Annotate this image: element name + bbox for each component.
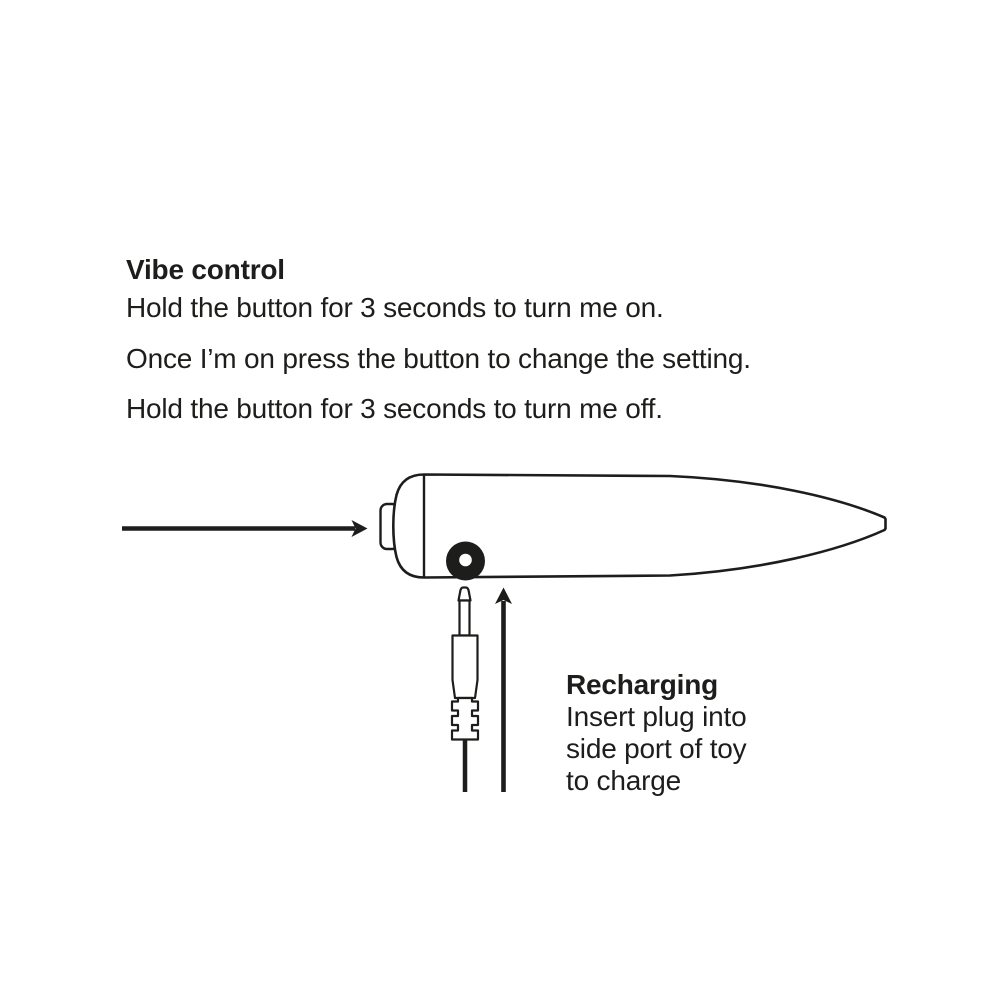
plug-strain-relief	[452, 698, 478, 740]
charging-plug-icon	[452, 588, 478, 793]
vibe-control-line-3: Hold the button for 3 seconds to turn me off.	[126, 393, 663, 424]
plug-tip	[459, 588, 471, 601]
vibe-control-title: Vibe control	[126, 254, 285, 285]
vibe-control-line-1: Hold the button for 3 seconds to turn me on.	[126, 292, 664, 323]
vibe-control-line-2: Once I’m on press the button to change the setting.	[126, 343, 751, 374]
insert-direction-arrow	[495, 588, 512, 793]
recharging-title: Recharging	[566, 669, 719, 700]
plug-barrel	[453, 636, 478, 699]
recharging-line-2: side port of toy	[566, 733, 747, 764]
recharging-line-1: Insert plug into	[566, 701, 747, 732]
plug-shaft	[460, 601, 470, 636]
recharging-line-3: to charge	[566, 765, 681, 796]
pointer-arrow	[122, 520, 368, 537]
power-button	[446, 542, 485, 581]
bullet-toy-illustration	[381, 475, 886, 581]
